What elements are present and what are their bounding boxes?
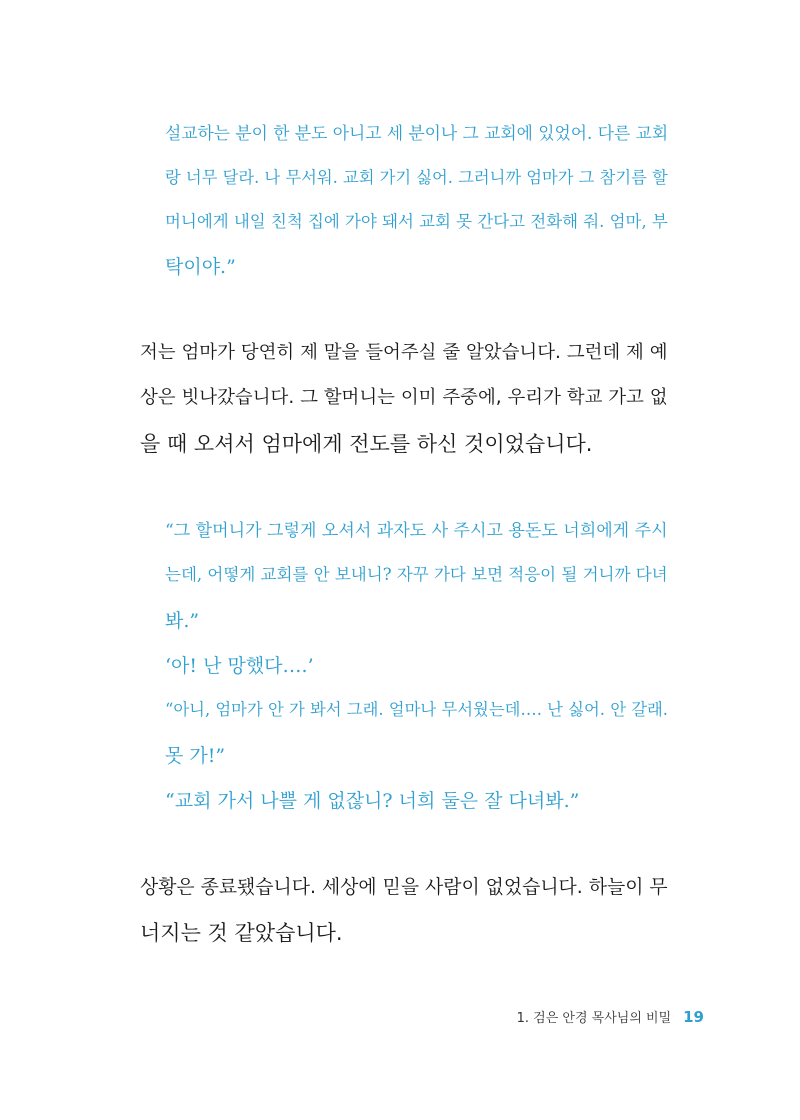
- quote-line: “아니, 엄마가 안 가 봐서 그래. 얼마나 무서웠는데…. 난 싫어. 안 갈래.: [165, 700, 669, 719]
- body-line: 상은 빗나갔습니다. 그 할머니는 이미 주중에, 우리가 학교 가고 없: [140, 387, 668, 408]
- quote-line: 탁이야.”: [165, 256, 236, 278]
- body-line: 너지는 것 같았습니다.: [140, 921, 343, 945]
- quote-line: 는데, 어떻게 교회를 안 보내니? 자꾸 가다 보면 적응이 될 거니까 다녀: [165, 565, 668, 584]
- quote-line: 머니에게 내일 친척 집에 가야 돼서 교회 못 간다고 전화해 줘. 엄마, 부: [165, 212, 668, 231]
- quote-line: ‘아! 난 망했다….’: [165, 655, 314, 677]
- chapter-title: 1. 검은 안경 목사님의 비밀: [516, 1011, 672, 1026]
- body-line: 을 때 오셔서 엄마에게 전도를 하신 것이었습니다.: [140, 432, 593, 456]
- quote-line: “교회 가서 나쁠 게 없잖니? 너희 둘은 잘 다녀봐.”: [165, 790, 580, 812]
- page-number: 19: [683, 1008, 704, 1026]
- quote-line: 랑 너무 달라. 나 무서워. 교회 가기 싫어. 그러니까 엄마가 그 참기름 할: [165, 168, 668, 187]
- body-line: 저는 엄마가 당연히 제 말을 들어주실 줄 알았습니다. 그런데 제 예: [140, 342, 668, 363]
- page-footer: [517, 1007, 704, 1027]
- quote-line: 못 가!”: [165, 745, 226, 767]
- body-line: 상황은 종료됐습니다. 세상에 믿을 사람이 없었습니다. 하늘이 무: [140, 876, 668, 898]
- quote-line: 설교하는 분이 한 분도 아니고 세 분이나 그 교회에 있었어. 다른 교회: [165, 123, 669, 143]
- quote-line: 봐.”: [165, 610, 200, 632]
- quote-line: “그 할머니가 그렇게 오셔서 과자도 사 주시고 용돈도 너희에게 주시: [165, 521, 668, 541]
